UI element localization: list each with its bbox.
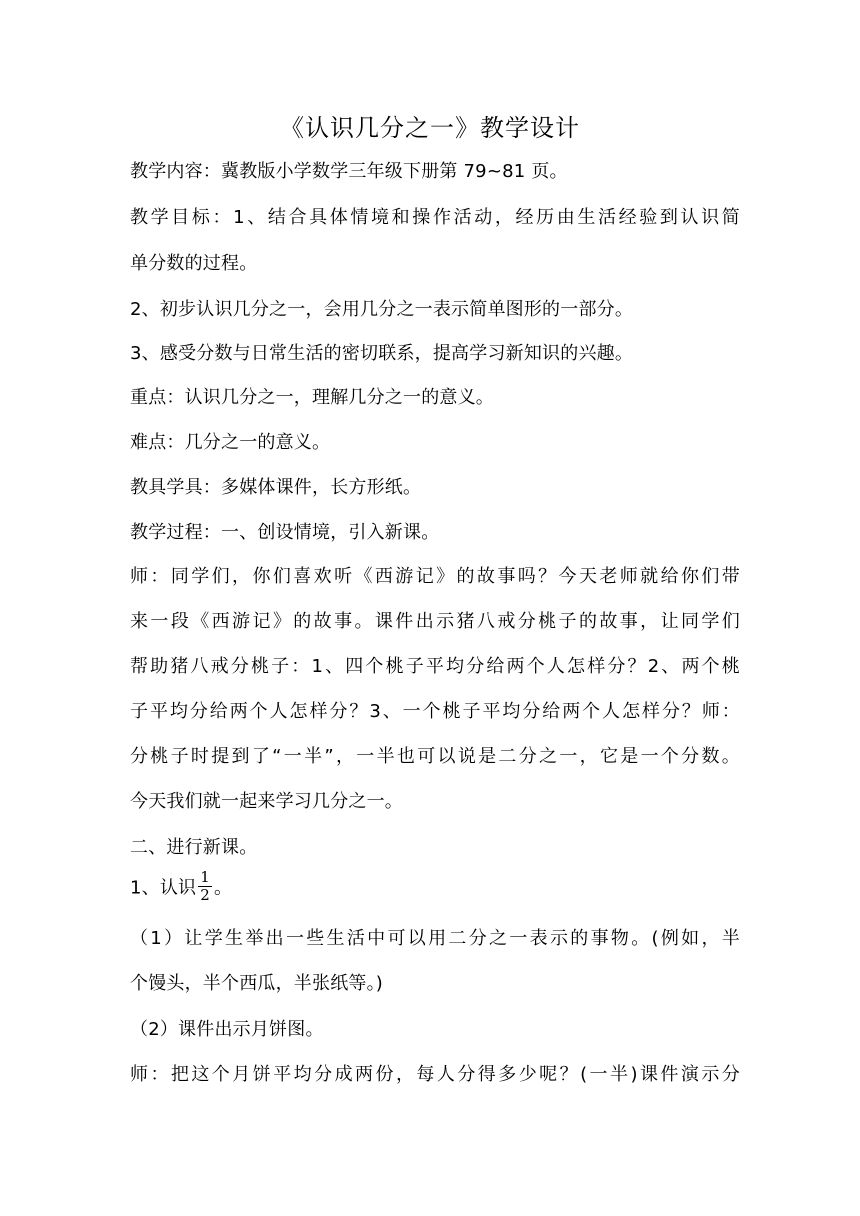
item-1-line-1: （1）让学生举出一些生活中可以用二分之一表示的事物。(例如，半 [130,928,740,949]
key-point-line: 重点：认识几分之一，理解几分之一的意义。 [130,387,494,408]
subheading-suffix: 。 [214,877,233,899]
paragraph-line-6: 今天我们就一起来学习几分之一。 [130,791,403,812]
teaching-process-line: 教学过程：一、创设情境，引入新课。 [130,522,440,543]
section-2-heading: 二、进行新课。 [130,837,258,858]
teaching-goal-line-1: 教学目标：1、结合具体情境和操作活动，经历由生活经验到认识简 [130,207,740,228]
document-title: 《认识几分之一》教学设计 [280,114,580,142]
teacher-question-line: 师：把这个月饼平均分成两份，每人分得多少呢？(一半)课件演示分 [130,1064,740,1085]
fraction-denominator: 2 [200,886,211,904]
fraction-one-half [198,870,212,903]
paragraph-line-3: 帮助猪八戒分桃子：1、四个桃子平均分给两个人怎样分？2、两个桃 [130,656,740,677]
teaching-content-line: 教学内容：冀教版小学数学三年级下册第 79~81 页。 [130,161,568,182]
goal-2-line: 2、初步认识几分之一，会用几分之一表示简单图形的一部分。 [130,299,634,320]
item-1-line-2: 个馒头，半个西瓜，半张纸等。) [130,973,384,994]
paragraph-line-2: 来一段《西游记》的故事。课件出示猪八戒分桃子的故事，让同学们 [130,611,740,632]
difficulty-line: 难点：几分之一的意义。 [130,432,331,453]
teaching-goal-line-2: 单分数的过程。 [130,253,258,274]
subheading-prefix: 1、认识 [130,877,197,899]
teaching-aids-line: 教具学具：多媒体课件，长方形纸。 [130,477,422,498]
paragraph-line-4: 子平均分给两个人怎样分？3、一个桃子平均分给两个人怎样分？师： [130,701,740,722]
goal-3-line: 3、感受分数与日常生活的密切联系，提高学习新知识的兴趣。 [130,343,634,364]
subheading-recognize-half [130,868,740,905]
item-2-line: （2）课件出示月饼图。 [130,1019,324,1040]
fraction-numerator: 1 [200,868,211,886]
paragraph-line-5: 分桃子时提到了“一半”，一半也可以说是二分之一，它是一个分数。 [130,746,740,767]
paragraph-line-1: 师：同学们，你们喜欢听《西游记》的故事吗？今天老师就给你们带 [130,566,740,587]
